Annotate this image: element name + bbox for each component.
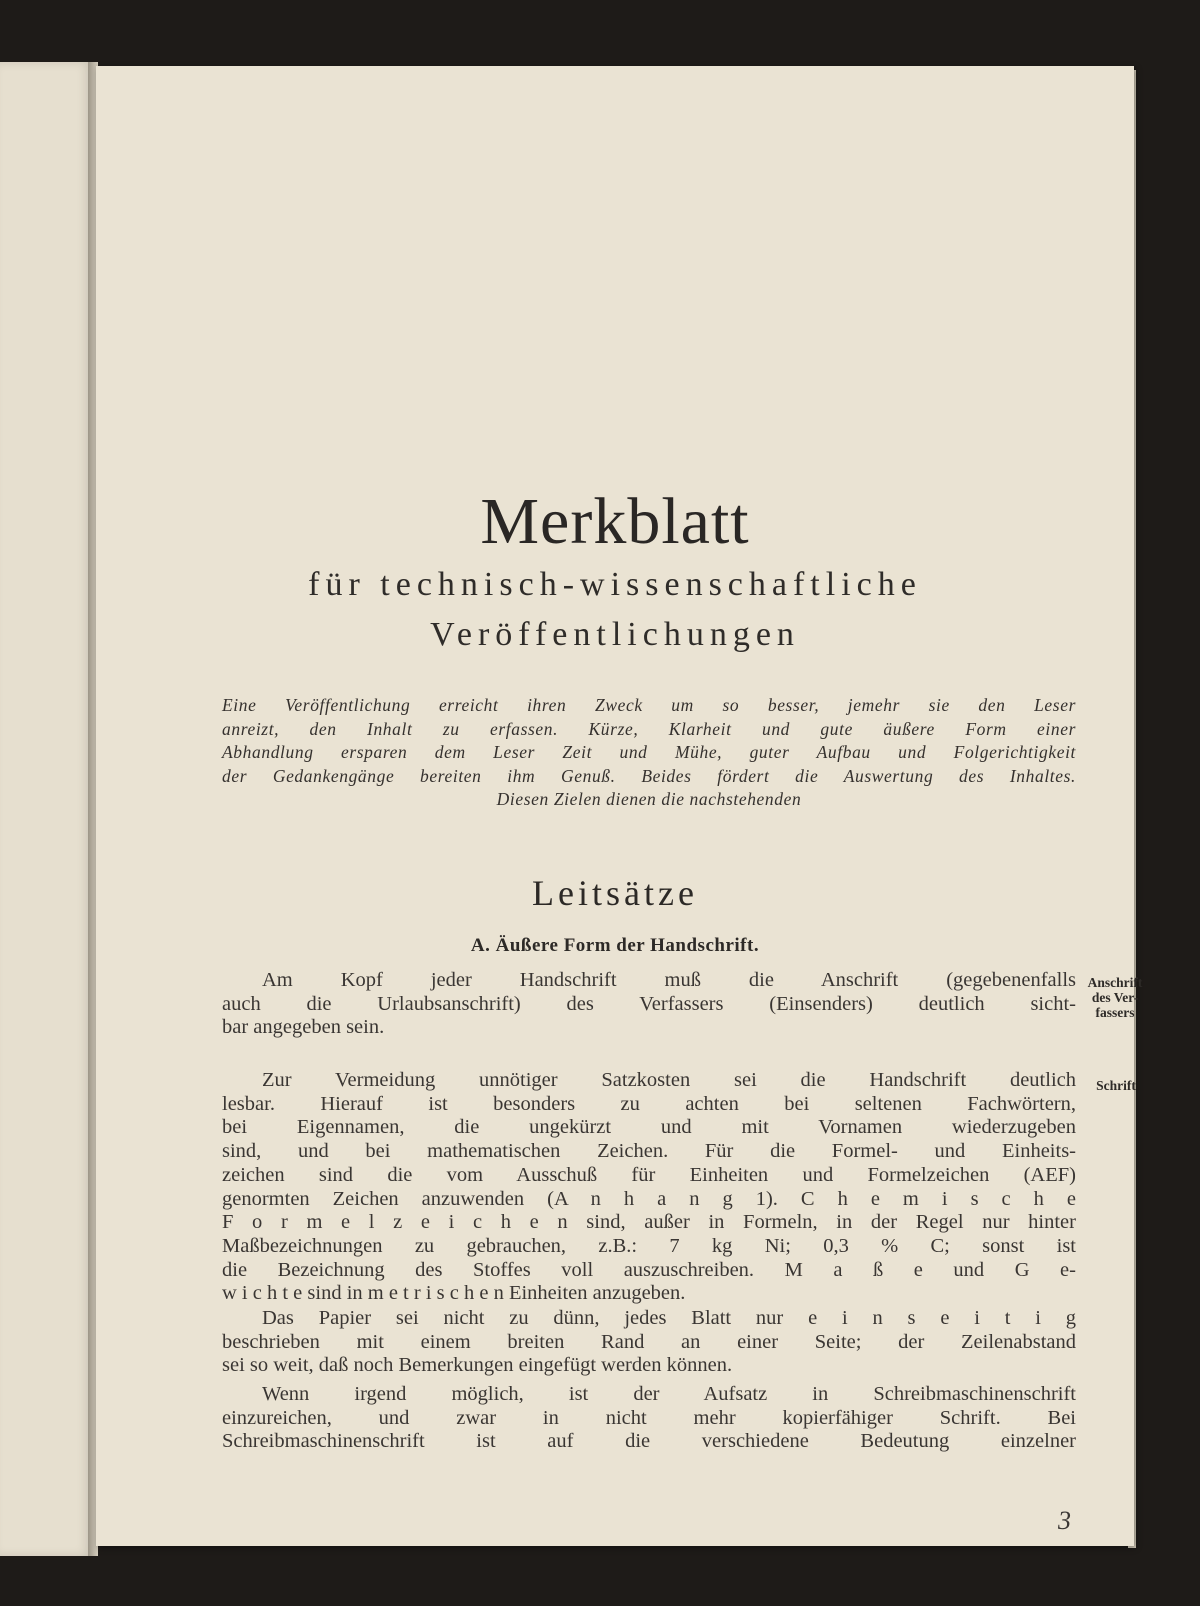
text-line: bei Eigennamen, die ungekürzt und mit Vornamen wiederzugeben	[222, 1116, 1076, 1139]
margin-note-line: des Ver-	[1091, 990, 1139, 1005]
document-page	[96, 66, 1143, 1546]
text-line: sei so weit, daß noch Bemerkungen eingefügt werden können.	[222, 1354, 733, 1377]
page-title: Merkblatt	[480, 485, 750, 558]
text-line: einzureichen, und zwar in nicht mehr kopierfähiger Schrift. Bei	[222, 1406, 1076, 1429]
subtitle-line-1: für technisch-wissenschaftliche	[308, 566, 922, 603]
margin-note-line: fassers	[1095, 1005, 1135, 1020]
text-line: Wenn irgend möglich, ist der Aufsatz in Schreibmaschinenschrift	[262, 1383, 1076, 1405]
text-line: Zur Vermeidung unnötiger Satzkosten sei die Handschrift deutlich	[262, 1069, 1076, 1091]
text-line: Maßbezeichnungen zu gebrauchen, z.B.: 7 kg Ni; 0,3 % C; sonst ist	[222, 1234, 1076, 1257]
text-line: lesbar. Hierauf ist besonders zu achten bei seltenen Fachwörtern,	[222, 1092, 1076, 1115]
text-line: Schreibmaschinenschrift ist auf die verschiedene Bedeutung einzelner	[222, 1430, 1076, 1453]
text-line: w i c h t e sind in m e t r i s c h e n Einheiten anzugeben.	[222, 1282, 686, 1305]
intro-line: anreizt, den Inhalt zu erfassen. Kürze, Klarheit und gute äußere Form einer	[222, 718, 1076, 739]
left-page	[0, 62, 92, 1556]
intro-line: der Gedankengänge bereiten ihm Genuß. Beides fördert die Auswertung des Inhaltes.	[222, 765, 1076, 786]
paragraph-typewriter	[222, 1383, 1076, 1454]
text-line: beschrieben mit einem breiten Rand an einer Seite; der Zeilenabstand	[222, 1330, 1076, 1353]
paragraph-paper	[222, 1307, 1076, 1378]
margin-note-address	[1074, 975, 1156, 1020]
text-line: die Bezeichnung des Stoffes voll auszuschreiben. M a ß e und G e-	[222, 1258, 1076, 1281]
intro-line: Abhandlung ersparen dem Leser Zeit und Mühe, guter Aufbau und Folgerichtigkeit	[222, 742, 1076, 762]
subtitle-line-2: Veröffentlichungen	[430, 616, 800, 653]
text-line: bar angegeben sein.	[222, 1016, 385, 1039]
intro-paragraph	[222, 694, 1076, 812]
section-heading: Leitsätze	[532, 873, 698, 913]
intro-line: Eine Veröffentlichung erreicht ihren Zweck um so besser, jemehr sie den Leser	[222, 695, 1076, 715]
margin-note-line: Anschrift	[1087, 975, 1143, 990]
margin-note-script: Schrift	[1096, 1078, 1136, 1093]
text-line: Das Papier sei nicht zu dünn, jedes Blatt nur e i n s e i t i g	[262, 1307, 1076, 1329]
text-line: genormten Zeichen anzuwenden (A n h a n g 1). C h e m i s c h e	[222, 1187, 1076, 1210]
text-line: auch die Urlaubsanschrift) des Verfassers (Einsenders) deutlich sicht-	[222, 992, 1076, 1015]
text-line: Am Kopf jeder Handschrift muß die Anschrift (gegebenenfalls	[262, 969, 1076, 991]
intro-line: Diesen Zielen dienen die nachstehenden	[496, 789, 802, 809]
paragraph-script	[222, 1069, 1076, 1306]
text-line: F o r m e l z e i c h e n sind, außer in Formeln, in der Regel nur hinter	[222, 1211, 1076, 1234]
page-number: 3	[1058, 1506, 1071, 1535]
text-line: sind, und bei mathematischen Zeichen. Für die Formel- und Einheits-	[222, 1140, 1076, 1163]
text-line: zeichen sind die vom Ausschuß für Einheiten und Formelzeichen (AEF)	[222, 1163, 1076, 1186]
subsection-heading: A. Äußere Form der Handschrift.	[470, 935, 760, 956]
paragraph-address	[222, 969, 1076, 1040]
